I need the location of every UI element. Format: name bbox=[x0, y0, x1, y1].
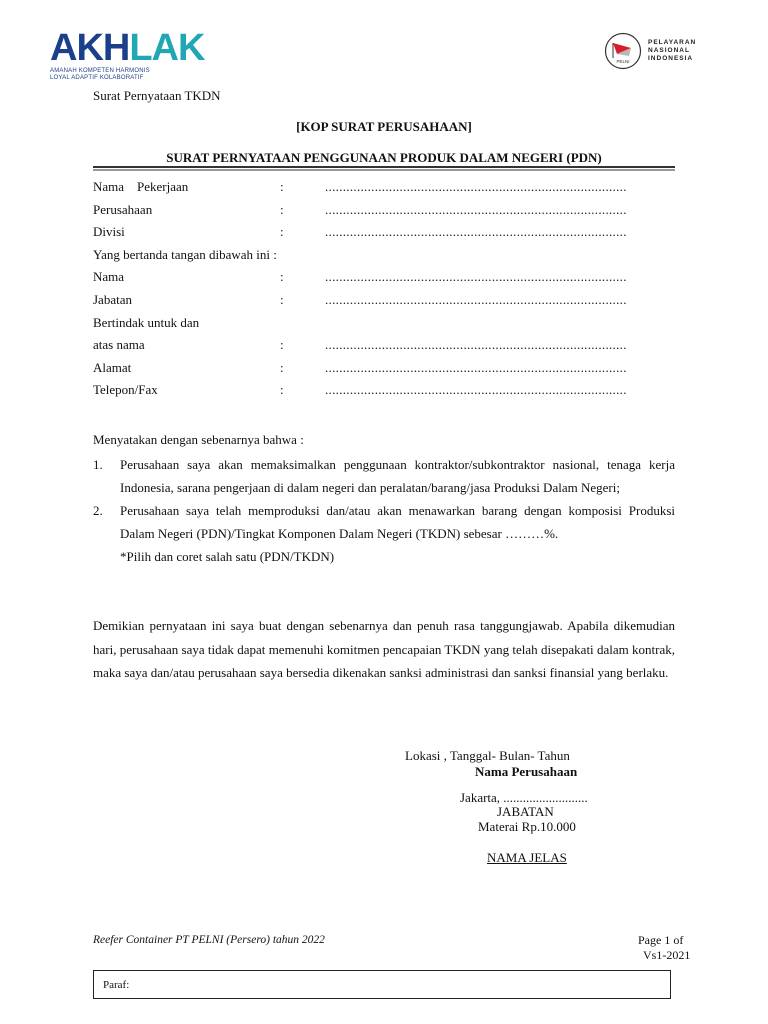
list-item: 2. Perusahaan saya telah memproduksi dan/atau akan menawarkan barang dengan komposisi Produksi Dalam Negeri (PDN)/Tingkat Komponen Dalam Negeri (TKDN) sebesar ………%. bbox=[93, 503, 675, 541]
akhlak-logo bbox=[50, 27, 205, 86]
form-row-atas-nama: atas nama : ..................................................................................... bbox=[93, 337, 627, 353]
form-row-divisi: Divisi : ..................................................................................... bbox=[93, 224, 627, 240]
form-row-perusahaan: Perusahaan : ..................................................................................... bbox=[93, 201, 627, 217]
footer-version: Vs1-2021 bbox=[643, 948, 691, 962]
form-row-telepon: Telepon/Fax : ..................................................................................... bbox=[93, 382, 627, 398]
fill-in-blank[interactable]: ..................................................................................... bbox=[325, 201, 627, 217]
list-item: 1. Perusahaan saya akan memaksimalkan penggunaan kontraktor/subkontraktor nasional, tenaga kerja Indonesia, sarana pengerjaan di dalam negeri dan peralatan/barang/jasa Produksi Dalam Negeri; bbox=[93, 457, 675, 495]
title-divider bbox=[93, 166, 675, 168]
akhlak-wordmark: AKHLAK bbox=[50, 27, 205, 69]
footer-page-number: Page 1 of bbox=[638, 933, 684, 947]
company-name-line: Nama Perusahaan bbox=[475, 764, 578, 779]
form-row-nama: Nama : ..................................................................................... bbox=[93, 269, 627, 285]
initials-label: Paraf: bbox=[103, 979, 130, 991]
stamp-duty-line: Materai Rp.10.000 bbox=[478, 819, 576, 834]
fill-in-blank[interactable]: ..................................................................................... bbox=[325, 291, 627, 307]
document-label: Surat Pernyataan TKDN bbox=[93, 88, 221, 103]
form-row-signatory-heading: Yang bertanda tangan dibawah ini : bbox=[93, 246, 277, 262]
form-row-bertindak: Bertindak untuk dan bbox=[93, 314, 200, 330]
pelni-logo bbox=[604, 30, 714, 72]
letterhead-placeholder: [KOP SURAT PERUSAHAAN] bbox=[296, 119, 472, 134]
fill-in-blank[interactable]: ..................................................................................... bbox=[325, 269, 627, 285]
footer-project: Reefer Container PT PELNI (Persero) tahun 2022 bbox=[93, 934, 325, 946]
full-name-line: NAMA JELAS bbox=[487, 850, 567, 865]
pelni-emblem-icon bbox=[604, 32, 642, 70]
document-title: SURAT PERNYATAAN PENGGUNAAN PRODUK DALAM NEGERI (PDN) bbox=[166, 150, 602, 165]
location-date-line: Lokasi , Tanggal- Bulan- Tahun bbox=[405, 748, 570, 763]
form-row-jabatan: Jabatan : ..................................................................................... bbox=[93, 291, 627, 307]
form-row-alamat: Alamat : ..................................................................................... bbox=[93, 359, 627, 375]
fill-in-blank[interactable]: ..................................................................................... bbox=[325, 179, 627, 194]
fill-in-blank[interactable]: ..................................................................................... bbox=[325, 382, 627, 398]
svg-text:PELNI: PELNI bbox=[616, 59, 630, 64]
closing-paragraph: Demikian pernyataan ini saya buat dengan sebenarnya dan penuh rasa tanggungjawab. Apabila dikemudian hari, perusahaan saya tidak dapat memenuhi komitmen pencapaian TKDN yang telah disepakati dalam kontrak, maka saya dan/atau perusahaan saya bersedia dikenakan sanksi administrasi dan sanksi finansial yang berlaku. bbox=[93, 618, 675, 680]
fill-in-blank[interactable]: ..................................................................................... bbox=[325, 337, 627, 353]
statement-list bbox=[93, 453, 675, 568]
statement-intro: Menyatakan dengan sebenarnya bahwa : bbox=[93, 432, 304, 447]
city-date-line: Jakarta, .......................... bbox=[460, 790, 588, 805]
fill-in-blank[interactable]: ..................................................................................... bbox=[325, 224, 627, 240]
fill-in-blank[interactable]: ..................................................................................... bbox=[325, 359, 627, 375]
form-row-nama-pekerjaan: Nama Pekerjaan : ..................................................................................... bbox=[93, 179, 627, 194]
initials-box[interactable] bbox=[93, 970, 671, 999]
position-line: JABATAN bbox=[497, 804, 554, 819]
title-divider-shadow bbox=[93, 169, 675, 171]
akhlak-tagline-1: AMANAH KOMPETEN HARMONIS bbox=[50, 68, 150, 74]
akhlak-tagline-2: LOYAL ADAPTIF KOLABORATIF bbox=[50, 75, 144, 81]
pelni-wordmark: PELAYARAN NASIONAL INDONESIA bbox=[648, 39, 697, 62]
selection-note: *Pilih dan coret salah satu (PDN/TKDN) bbox=[120, 549, 335, 564]
identity-form bbox=[93, 179, 675, 405]
